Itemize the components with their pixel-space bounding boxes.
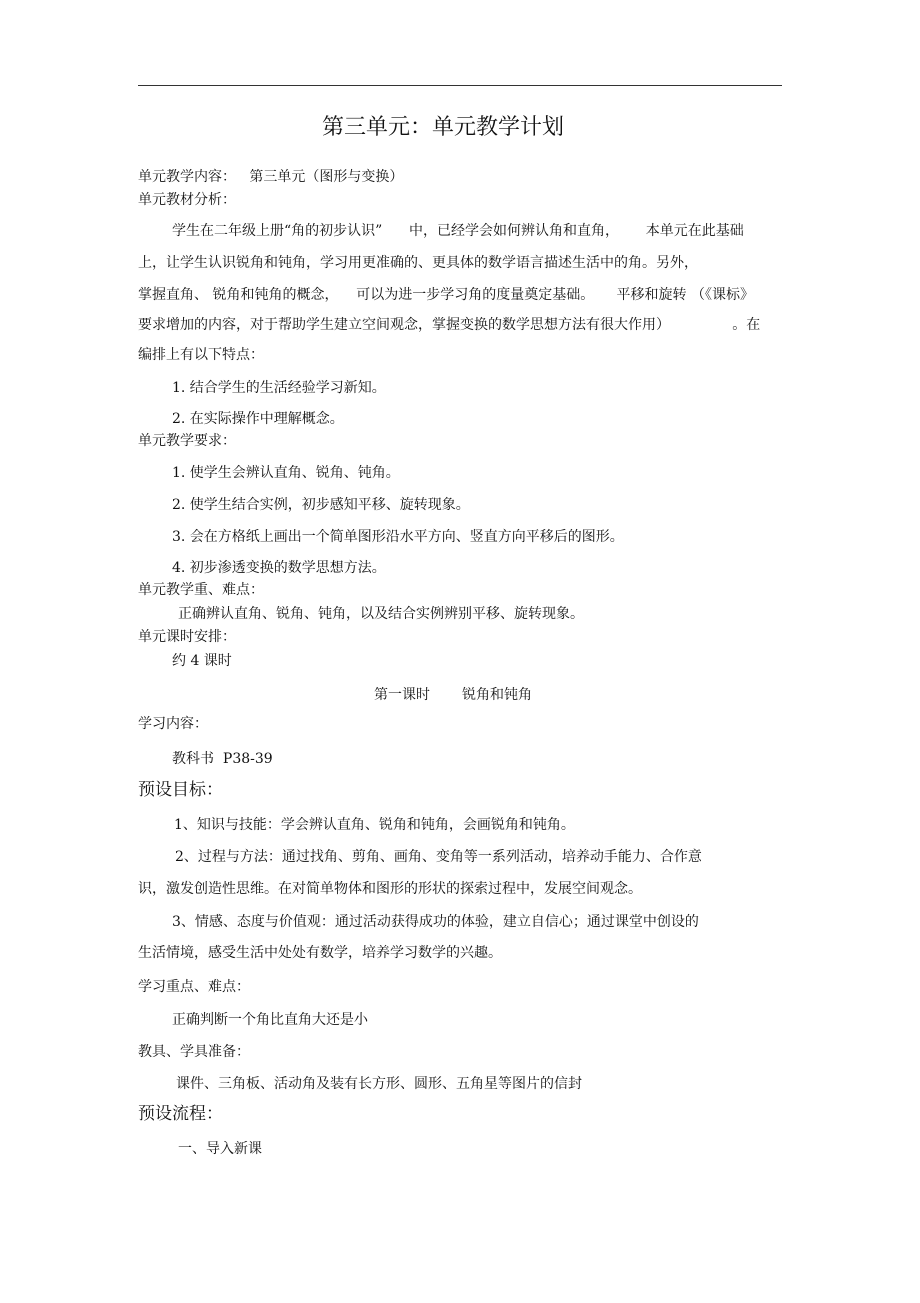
list-item: 2. 使学生结合实例，初步感知平移、旋转现象。 (172, 497, 470, 513)
section-heading: 单元教学要求： (138, 433, 236, 449)
paragraph-line: 2、过程与方法：通过找角、剪角、画角、变角等一系列活动，培养动手能力、合作意 (175, 849, 702, 865)
paragraph-line: 课件、三角板、活动角及装有长方形、圆形、五角星等图片的信封 (176, 1076, 582, 1092)
section-heading: 单元教材分析： (138, 192, 236, 208)
lesson-name: 锐角和钝角 (462, 687, 532, 703)
paragraph-line: 要求增加的内容，对于帮助学生建立空间观念，掌握变换的数学思想方法有很大作用） 。在 (138, 317, 761, 333)
paragraph-line: 一、导入新课 (178, 1141, 262, 1157)
page-title: 第三单元：单元教学计划 (321, 115, 564, 140)
list-item: 3. 会在方格纸上画出一个简单图形沿水平方向、竖直方向平移后的图形。 (172, 529, 624, 545)
paragraph-line: 约 4 课时 (172, 653, 232, 669)
section-heading-large: 预设目标： (138, 780, 223, 800)
unit-content: 单元教学内容： 第三单元（图形与变换） (138, 169, 404, 185)
paragraph-line: 1、知识与技能：学会辨认直角、锐角和钝角，会画锐角和钝角。 (174, 817, 575, 833)
lesson-number: 第一课时 (374, 687, 430, 703)
paragraph-line: 3、情感、态度与价值观：通过活动获得成功的体验，建立自信心；通过课堂中创设的 (172, 914, 699, 930)
section-heading: 教具、学具准备： (138, 1044, 250, 1060)
paragraph-line: 生活情境，感受生活中处处有数学，培养学习数学的兴趣。 (138, 945, 502, 961)
paragraph-line: 上，让学生认识锐角和钝角，学习用更准确的、更具体的数学语言描述生活中的角。另外， (138, 255, 698, 271)
list-item: 4. 初步渗透变换的数学思想方法。 (172, 560, 386, 576)
list-item: 1. 使学生会辨认直角、锐角、钝角。 (172, 465, 400, 481)
paragraph-line: 识，激发创造性思维。在对简单物体和图形的形状的探索过程中，发展空间观念。 (138, 881, 642, 897)
section-heading: 学习重点、难点： (138, 979, 250, 995)
paragraph-line: 教科书 P38-39 (172, 751, 273, 767)
section-heading-large: 预设流程： (138, 1104, 223, 1124)
section-heading: 学习内容： (138, 716, 208, 732)
paragraph-line: 正确判断一个角比直角大还是小 (172, 1012, 368, 1028)
paragraph-line: 学生在二年级上册“角的初步认识” 中，已经学会如何辨认角和直角， 本单元在此基础 (172, 223, 744, 239)
paragraph-line: 掌握直角、 锐角和钝角的概念， 可以为进一步学习角的度量奠定基础。 平移和旋转 （《课标》 (138, 287, 754, 303)
paragraph-line: 编排上有以下特点： (138, 347, 264, 363)
lesson-title (374, 684, 564, 704)
section-heading: 单元课时安排： (138, 629, 236, 645)
paragraph-line: 正确辨认直角、锐角、钝角，以及结合实例辨别平移、旋转现象。 (178, 606, 584, 622)
list-item: 1. 结合学生的生活经验学习新知。 (172, 380, 386, 396)
header-rule (138, 85, 782, 86)
section-heading: 单元教学重、难点： (138, 582, 264, 598)
list-item: 2. 在实际操作中理解概念。 (172, 411, 344, 427)
